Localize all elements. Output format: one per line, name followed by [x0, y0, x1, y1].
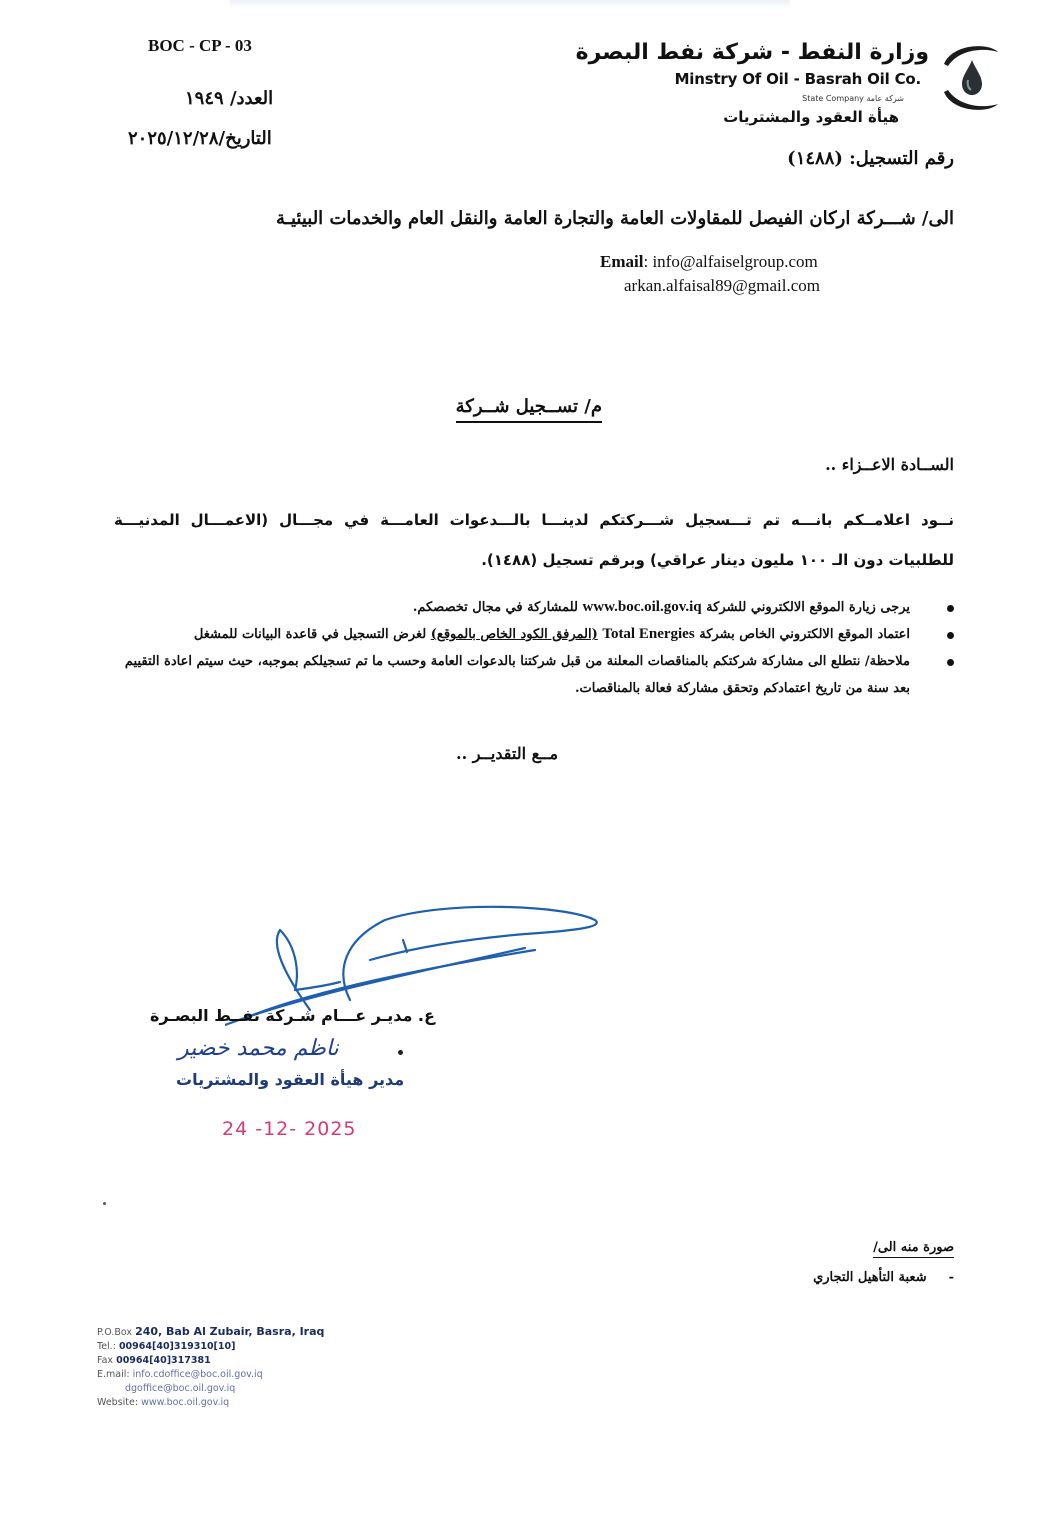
oil-drop-logo-icon — [938, 38, 1002, 118]
attached-code-note: (المرفق الكود الخاص بالموقع) — [430, 627, 598, 642]
document-number — [185, 88, 273, 109]
total-energies-name: Total Energies — [602, 626, 695, 642]
document-date — [128, 128, 272, 149]
cc-label: صورة منه الى/ — [873, 1240, 954, 1258]
email-label: Email — [600, 252, 644, 271]
number-label: العدد/ — [229, 88, 274, 109]
date-label: التاريخ/ — [218, 128, 272, 149]
registration-number: رقم التسجيل: (١٤٨٨) — [787, 148, 954, 169]
stray-mark — [398, 1050, 403, 1055]
signer-title: ع. مديـر عـــام شـركة نفــط البصـرة — [150, 1006, 435, 1025]
website-link[interactable]: www.boc.oil.gov.iq — [582, 599, 702, 615]
stamp-date: 24 -12- 2025 — [222, 1118, 357, 1140]
footer-email-2[interactable]: dgoffice@boc.oil.gov.iq — [125, 1383, 236, 1394]
bullet-text: يرجى زيارة الموقع الالكتروني للشركة — [706, 600, 910, 615]
stray-mark — [103, 1202, 106, 1205]
cc-item — [813, 1270, 954, 1285]
subject-line: م/ تســجيل شــركة — [456, 396, 602, 423]
bullet-dot-icon — [947, 632, 954, 639]
closing-line: مــع التقديــر .. — [456, 744, 559, 763]
cc-item-text: شعبة التأهيل التجاري — [813, 1270, 927, 1285]
state-company-en: State Company — [802, 94, 864, 103]
salutation: الســادة الاعــزاء .. — [825, 455, 954, 474]
cc-dash: - — [948, 1270, 954, 1285]
signer-name: ناظم محمد خضير — [178, 1036, 339, 1061]
ministry-name-arabic: وزارة النفط - شركة نفط البصرة — [575, 40, 929, 65]
bullet-text: ملاحظة/ نتطلع الى مشاركة شركتكم بالمناقصات المعلنة من قبل شركتنا بالدعوات العامة وحسب ما تم تسجيلكم بموجبه، حيث سيتم اعادة التقييم بعد سنة من تاريخ اعتمادكم وتحقق مشاركة فعالة بالمناقصات. — [124, 654, 910, 696]
bullet-text: اعتماد الموقع الالكتروني الخاص بشركة — [699, 627, 910, 642]
bullet-text: لغرض التسجيل في قاعدة البيانات للمشغل — [193, 627, 427, 642]
bullet-dot-icon — [947, 659, 954, 666]
email-line-1: Email: info@alfaiselgroup.com — [600, 252, 818, 271]
ministry-name-english: Minstry Of Oil - Basrah Oil Co. — [674, 70, 921, 88]
signer-role: مدير هيأة العقود والمشتريات — [176, 1070, 405, 1089]
state-company-label — [802, 94, 904, 103]
footer-po-box: P.O.Box 240, Bab Al Zubair, Basra, Iraq — [97, 1325, 325, 1338]
department-name: هيأة العقود والمشتريات — [723, 108, 899, 126]
date-value: ٢٠٢٥/١٢/٢٨ — [128, 128, 219, 149]
footer-contact — [97, 1325, 324, 1410]
bullet-dot-icon — [947, 605, 954, 612]
footer-tel: Tel.: 00964[40]319310[10] — [97, 1341, 236, 1352]
footer-email: E.mail: info.cdoffice@boc.oil.gov.iq — [97, 1369, 263, 1380]
recipient-line: الى/ شـــركة اركان الفيصل للمقاولات العامة والتجارة العامة والنقل العام والخدمات البيئيـة — [276, 208, 954, 229]
bullet-list — [114, 594, 954, 702]
document-code: BOC - CP - 03 — [148, 36, 252, 55]
number-value: ١٩٤٩ — [185, 88, 224, 109]
email-1[interactable]: info@alfaiselgroup.com — [652, 252, 818, 271]
email-2[interactable]: arkan.alfaisal89@gmail.com — [624, 276, 820, 295]
footer-fax: Fax 00964[40]317381 — [97, 1355, 211, 1366]
bullet-item — [114, 648, 954, 702]
bullet-text: للمشاركة في مجال تخصصكم. — [412, 600, 578, 615]
bullet-item — [114, 594, 954, 621]
bullet-item — [114, 621, 954, 648]
scan-artifact — [230, 0, 790, 8]
body-paragraph: نــود اعلامــكم بانـــه تم تـــسجيل شـــركتكم لدينـــا بالـــدعوات العامـــة في مجـــال (الاعمـــال المدنيـــة للطلبيات دون الـ ١٠٠ مليون دينار عراقي) وبرقم تسجيل (١٤٨٨). — [114, 511, 954, 569]
recipient-emails — [600, 250, 820, 298]
state-company-ar: شركة عامة — [866, 94, 904, 103]
footer-website: Website: www.boc.oil.gov.iq — [97, 1397, 230, 1408]
